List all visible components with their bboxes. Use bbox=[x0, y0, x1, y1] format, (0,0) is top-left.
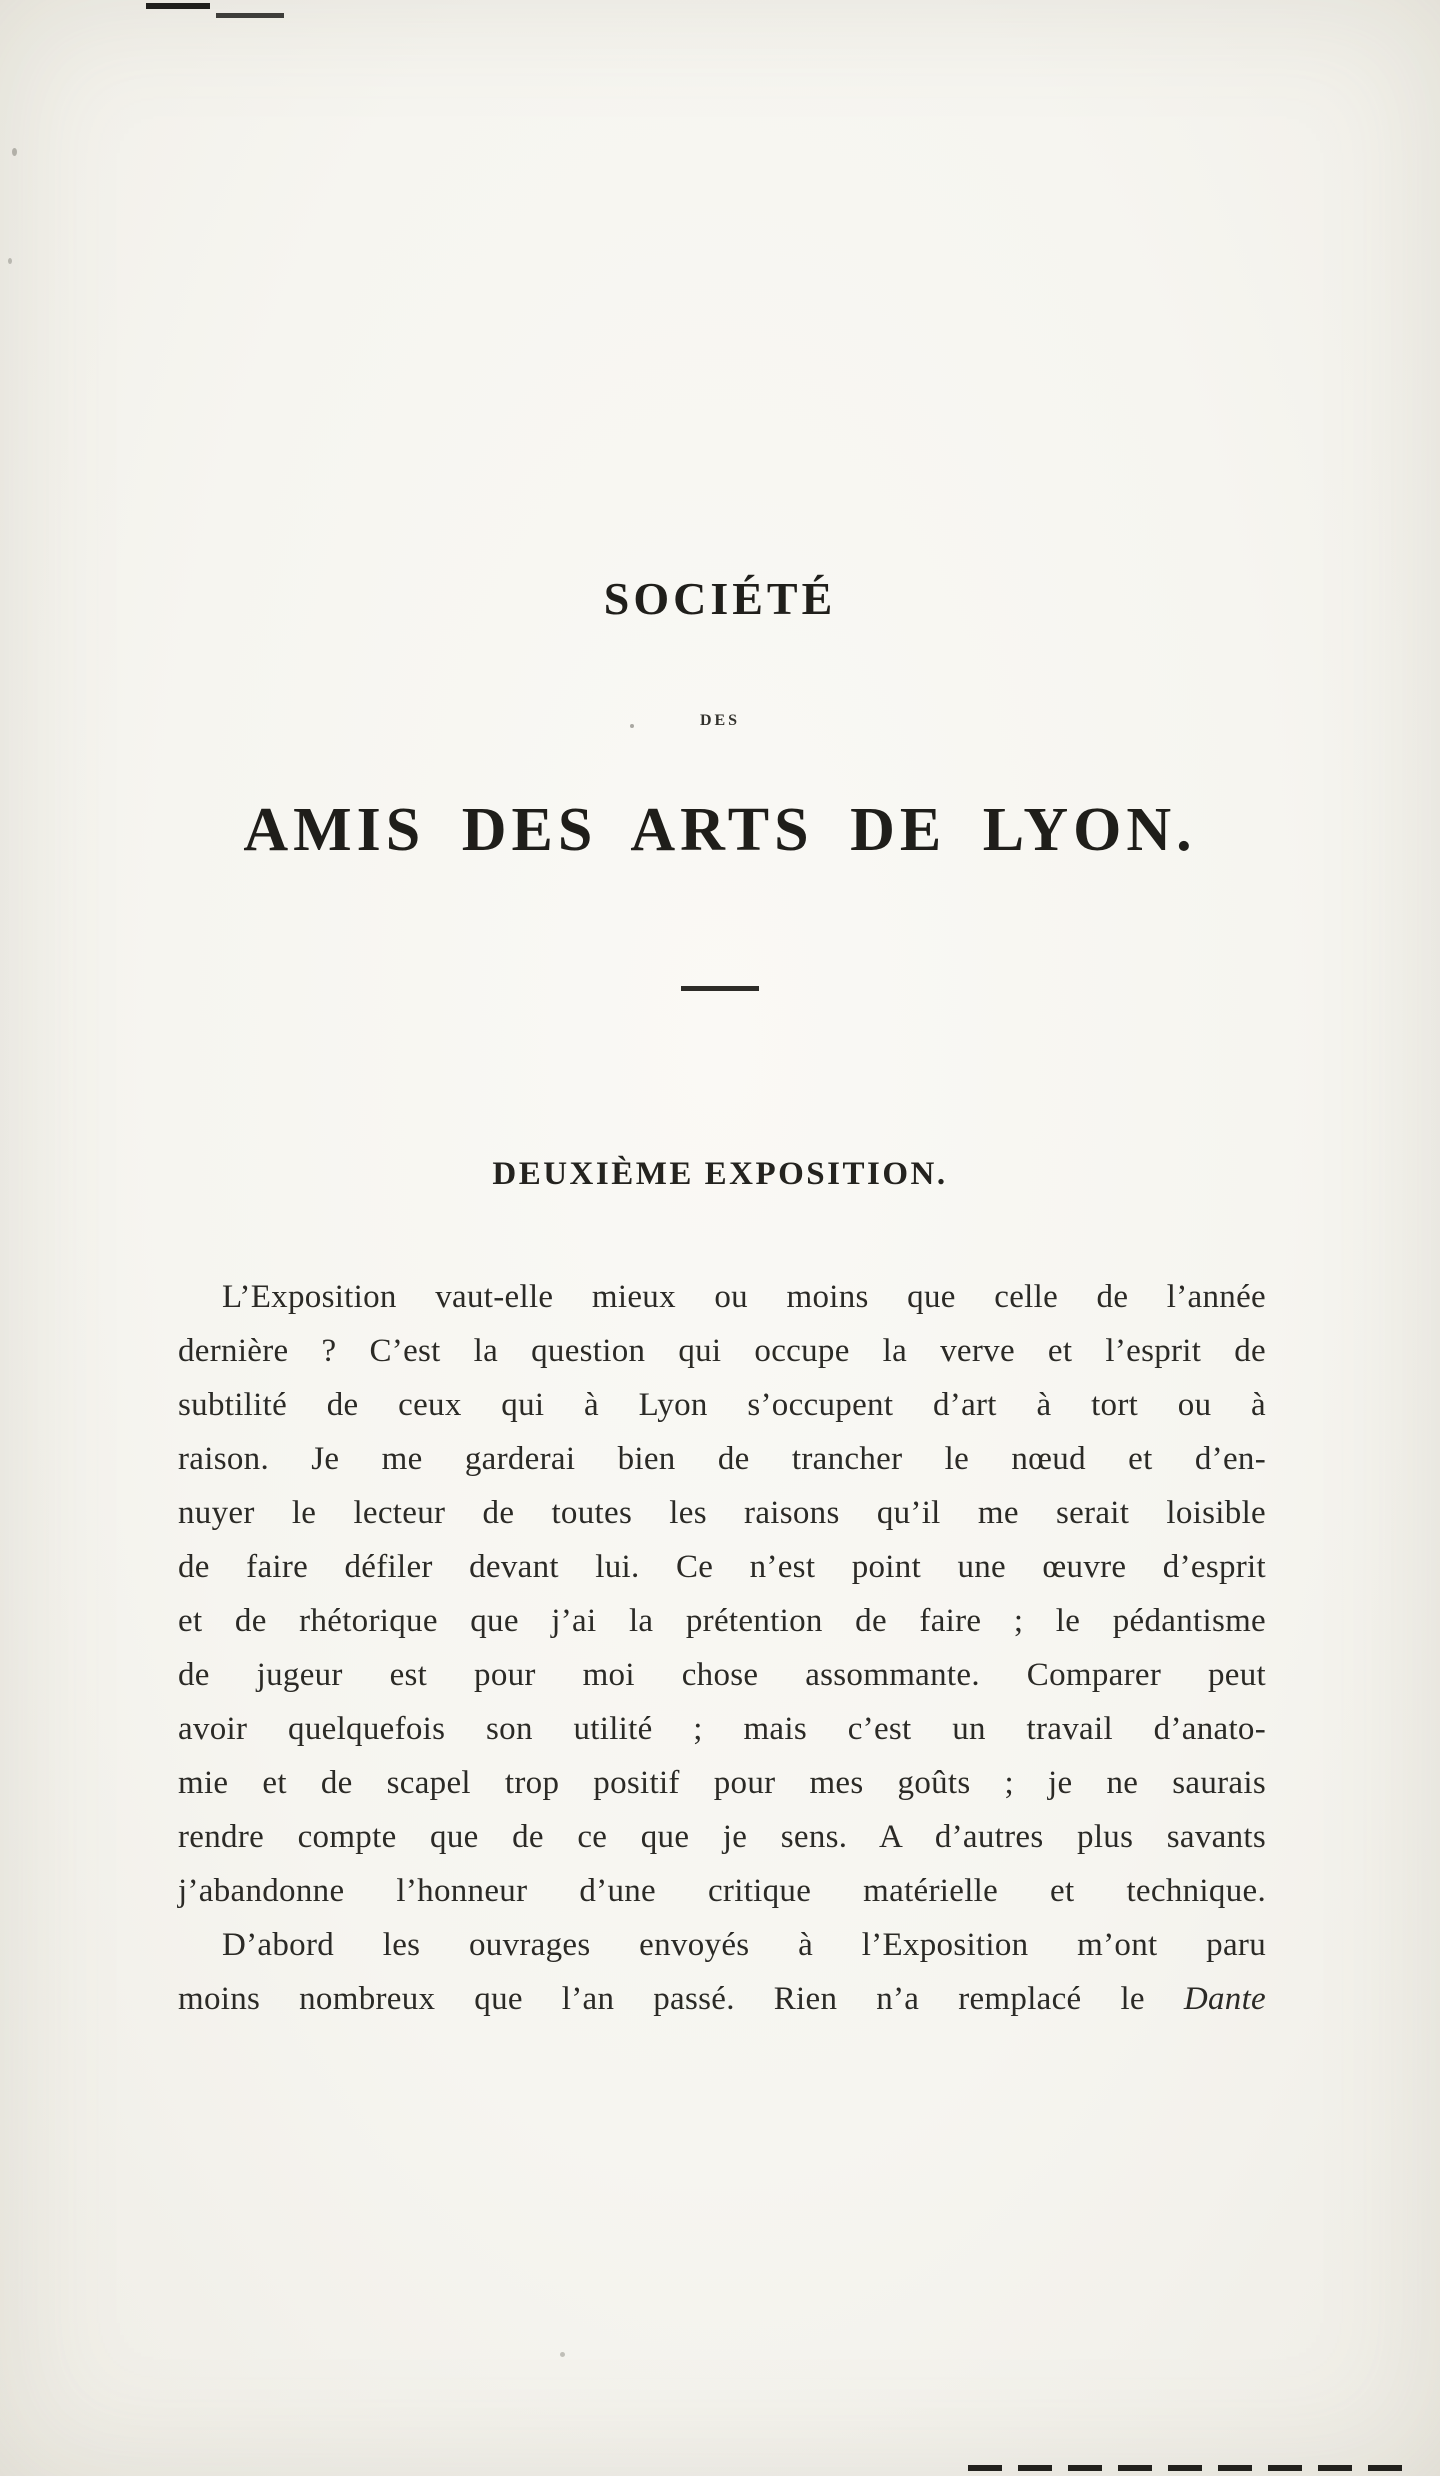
society-title: SOCIÉTÉ bbox=[603, 573, 837, 624]
text-line: avoir quelquefois son utilité ; mais c’est un travail d’anato- bbox=[178, 1711, 1266, 1747]
scan-speck bbox=[8, 258, 12, 264]
text-line: L’Exposition vaut-elle mieux ou moins que celle de l’année bbox=[222, 1279, 1266, 1315]
text-line: D’abord les ouvrages envoyés à l’Exposition m’ont paru bbox=[222, 1927, 1266, 1963]
text-segment: moins nombreux que l’an passé. Rien n’a remplacé le bbox=[178, 1981, 1145, 2017]
section-heading: DEUXIÈME EXPOSITION. bbox=[492, 1156, 948, 1192]
scan-speck bbox=[560, 2352, 565, 2357]
paragraph-1 bbox=[178, 1270, 1266, 1918]
text-line: de faire défiler devant lui. Ce n’est point une œuvre d’esprit bbox=[178, 1549, 1266, 1585]
scan-artifact-top-left-2 bbox=[216, 13, 284, 18]
text-line bbox=[178, 1972, 1266, 2026]
text-line: dernière ? C’est la question qui occupe la verve et l’esprit de bbox=[178, 1333, 1266, 1369]
text-line: j’abandonne l’honneur d’une critique matérielle et technique. bbox=[178, 1873, 1266, 1909]
main-title: AMIS DES ARTS DE LYON. bbox=[243, 796, 1197, 864]
italic-word-dante: Dante bbox=[1183, 1981, 1266, 2017]
body-text bbox=[178, 1270, 1266, 2026]
society-subtitle-des: DES bbox=[699, 712, 741, 729]
scan-artifact-top-left-1 bbox=[146, 3, 210, 9]
scan-speck bbox=[12, 148, 17, 156]
scan-artifact-bottom-dashes bbox=[968, 2465, 1416, 2471]
text-line: rendre compte que de ce que je sens. A d’autres plus savants bbox=[178, 1819, 1266, 1855]
title-divider-rule bbox=[681, 986, 759, 991]
text-line: mie et de scapel trop positif pour mes goûts ; je ne saurais bbox=[178, 1765, 1266, 1801]
text-line: nuyer le lecteur de toutes les raisons qu’il me serait loisible bbox=[178, 1495, 1266, 1531]
paragraph-2 bbox=[178, 1918, 1266, 2026]
text-line: raison. Je me garderai bien de trancher le nœud et d’en- bbox=[178, 1441, 1266, 1477]
text-line: et de rhétorique que j’ai la prétention de faire ; le pédantisme bbox=[178, 1603, 1266, 1639]
text-line: de jugeur est pour moi chose assommante. Comparer peut bbox=[178, 1657, 1266, 1693]
text-line: subtilité de ceux qui à Lyon s’occupent d’art à tort ou à bbox=[178, 1387, 1266, 1423]
